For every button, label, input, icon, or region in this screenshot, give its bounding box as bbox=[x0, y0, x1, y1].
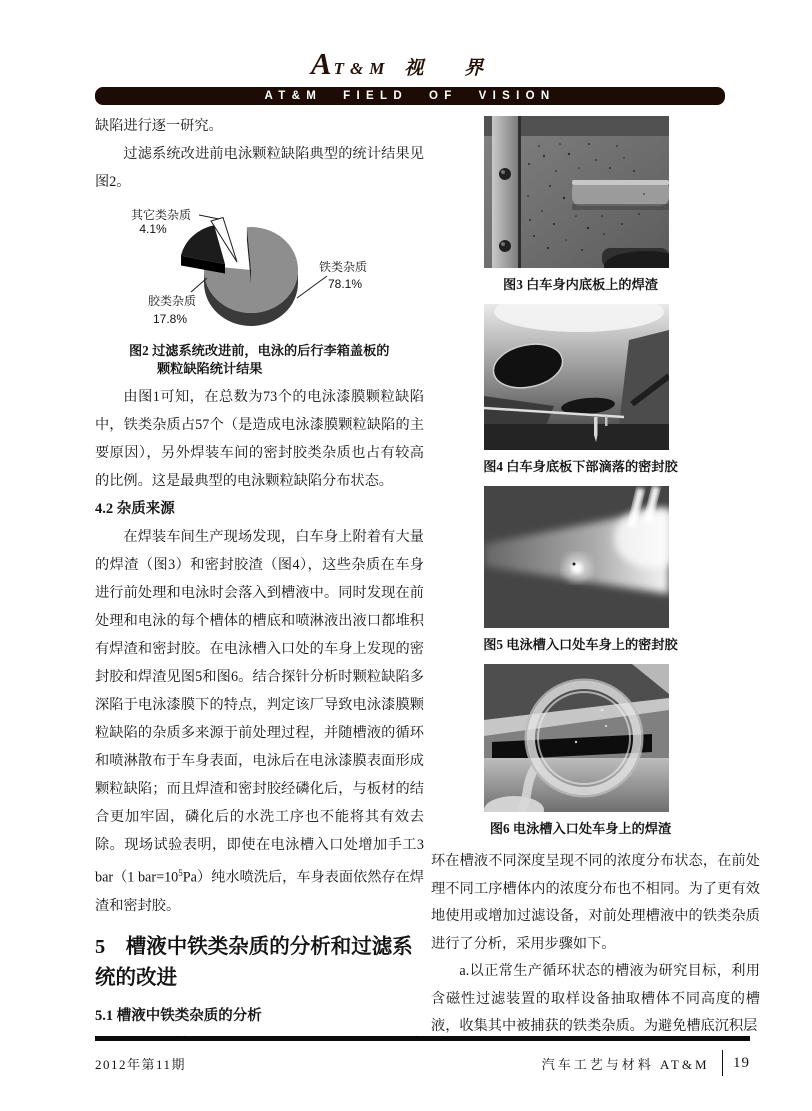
figure2-pie-chart bbox=[95, 200, 424, 340]
footer-divider bbox=[722, 1050, 724, 1076]
figure3-caption: 图3 白车身内底板上的焊渣 bbox=[503, 277, 658, 292]
masthead-latin: T&M bbox=[333, 59, 391, 78]
figure3-photo bbox=[484, 116, 669, 268]
paragraph: 由图1可知，在总数为73个的电泳漆膜颗粒缺陷中，铁类杂质占57个（是造成电泳漆膜颗粒缺陷的主要原因），另外焊装车间的密封胶类杂质也占有较高的比例。这是最典型的电泳颗粒缺陷分布状态。 bbox=[95, 389, 424, 489]
banner-bar bbox=[95, 87, 725, 105]
paragraph: a.以正常生产循环状态的槽液为研究目标，利用含磁性过滤装置的取样设备抽取槽体不同高度的槽液，收集其中被捕获的铁类杂质。为避免槽底沉积层 bbox=[431, 963, 760, 1034]
figure5-photo bbox=[484, 486, 669, 628]
page-footer bbox=[95, 1036, 750, 1076]
pie-label-other: 其它类杂质 bbox=[130, 208, 192, 222]
column-right bbox=[431, 112, 760, 1037]
figure2-caption-line1: 图2 过滤系统改进前，电泳的后行李箱盖板的 bbox=[129, 343, 390, 358]
footer-issue: 2012年第11期 bbox=[95, 1056, 187, 1072]
figure4 bbox=[431, 304, 760, 476]
section-heading-5-1: 5.1 槽液中铁类杂质的分析 bbox=[95, 1007, 262, 1024]
pie-value-iron: 78.1% bbox=[327, 277, 363, 291]
pie-value-glue: 17.8% bbox=[152, 312, 188, 326]
masthead bbox=[0, 46, 812, 82]
masthead-cjk-title: 视 界 bbox=[404, 58, 502, 79]
banner-text: AT&M FIELD OF VISION bbox=[264, 90, 556, 102]
figure2-caption-line2: 颗粒缺陷统计结果 bbox=[157, 360, 263, 376]
pie-chart-svg bbox=[95, 200, 424, 340]
section-heading-5: 5 槽液中铁类杂质的分析和过滤系统的改进 bbox=[95, 935, 413, 989]
figure6-photo bbox=[484, 664, 669, 812]
masthead-initial: A bbox=[310, 46, 334, 81]
figure4-photo bbox=[484, 304, 669, 450]
paragraph bbox=[95, 523, 424, 920]
footer-rule bbox=[95, 1036, 750, 1041]
paragraph: 环在槽液不同深度呈现不同的浓度分布状态，在前处理不同工序槽体内的浓度分布也不相同。为了更有效地使用或增加过滤设备，对前处理槽液中的铁类杂质进行了分析，采用步骤如下。 bbox=[431, 853, 760, 952]
figure4-caption: 图4 白车身底板下部滴落的密封胶 bbox=[483, 459, 678, 474]
paragraph-text: 在焊装车间生产现场发现，白车身上附着有大量的焊渣（图3）和密封胶渣（图4），这些杂质在车身进行前处理和电泳时会落入到槽液中。同时发现在前处理和电泳的每个槽体的槽底和喷淋液出液口都堆积有焊渣和密封胶。在电泳槽入口处的车身上发现的密封胶和焊渣见图5和图6。结合探针分析时颗粒缺陷多深陷于电泳漆膜下的特点，判定该厂导致电泳漆膜颗粒缺陷的杂质多来源于前处理过程，并随槽液的循环和喷淋散布于车身表面，电泳后在电泳漆膜表面形成颗粒缺陷；而且焊渣和密封胶经磷化后，与板材的结合更加牢固，磷化后的水洗工序也不能将其有效去除。现场试验表明，即使在电泳槽入口处增加手工3 bar（1 bar=10 bbox=[95, 529, 424, 886]
superscript-exponent: 5 bbox=[178, 868, 183, 878]
paragraph-text: Pa）纯水喷洗后，车身表面依然存在焊渣和密封胶。 bbox=[95, 869, 424, 914]
paragraph: 过滤系统改进前电泳颗粒缺陷典型的统计结果见图2。 bbox=[95, 146, 424, 190]
paragraph: 缺陷进行逐一研究。 bbox=[95, 118, 223, 134]
section-heading-4-2: 4.2 杂质来源 bbox=[95, 501, 175, 517]
two-column-body bbox=[95, 112, 760, 1037]
figure6-caption: 图6 电泳槽入口处车身上的焊渣 bbox=[489, 821, 672, 836]
footer-page-number: 19 bbox=[733, 1054, 750, 1071]
leader-line-other bbox=[199, 215, 219, 219]
pie-value-other: 4.1% bbox=[139, 222, 167, 236]
pie-label-glue: 胶类杂质 bbox=[147, 294, 197, 308]
figure6 bbox=[431, 664, 760, 838]
footer-journal-title: 汽车工艺与材料 AT&M bbox=[541, 1056, 710, 1072]
leader-line-iron bbox=[297, 276, 327, 298]
figure5-caption: 图5 电泳槽入口处车身上的密封胶 bbox=[483, 637, 678, 652]
figure3 bbox=[431, 116, 760, 294]
column-left bbox=[95, 112, 424, 1037]
pie-label-iron: 铁类杂质 bbox=[318, 260, 368, 274]
figure2-caption bbox=[95, 342, 424, 377]
figure5 bbox=[431, 486, 760, 654]
